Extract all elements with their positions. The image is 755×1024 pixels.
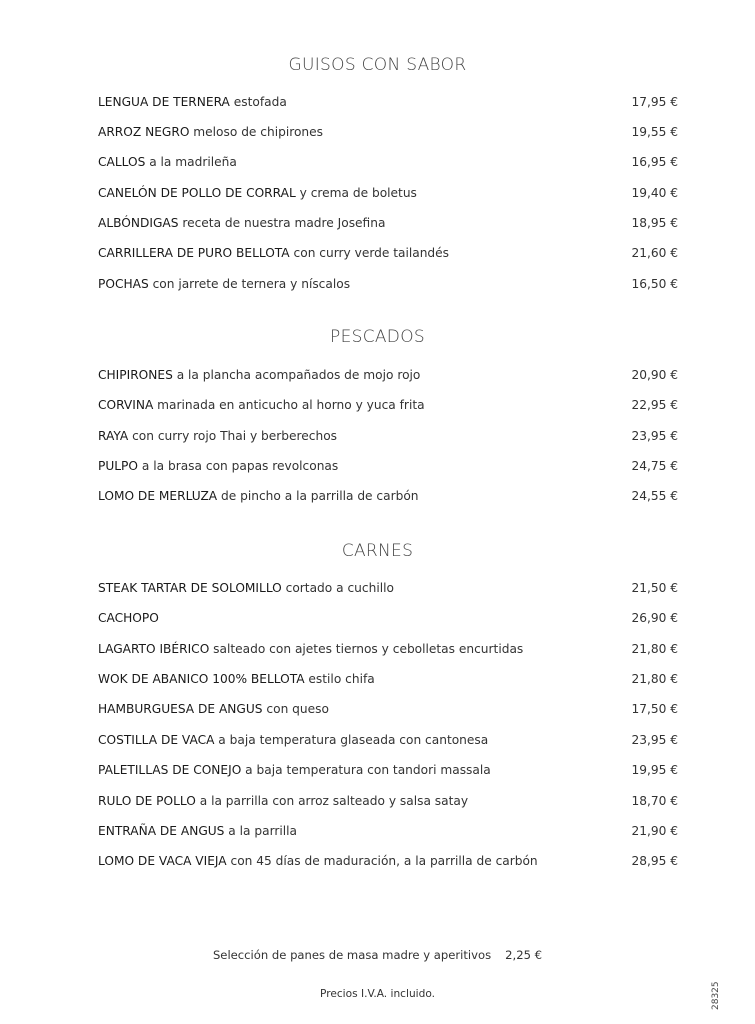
item-desc: con 45 días de maduración, a la parrilla de carbón <box>226 854 538 868</box>
item-name: LOMO DE VACA VIEJA <box>98 854 227 868</box>
item-desc: receta de nuestra madre Josefina <box>178 216 386 230</box>
item-desc: a baja temperatura con tandori massala <box>241 763 491 777</box>
item-price: 21,80 € <box>631 642 678 656</box>
item-name: WOK DE ABANICO 100% BELLOTA <box>98 672 305 686</box>
item-name: ENTRAÑA DE ANGUS <box>98 824 225 838</box>
item-price: 19,55 € <box>631 125 678 139</box>
item-desc: marinada en anticucho al horno y yuca frita <box>153 398 425 412</box>
menu-item <box>98 733 678 751</box>
bread-text: Selección de panes de masa madre y aperitivos <box>212 948 492 962</box>
item-price: 17,95 € <box>631 95 678 109</box>
item-desc: meloso de chipirones <box>189 125 324 139</box>
menu-item <box>98 186 678 204</box>
vat-note: Precios I.V.A. incluido. <box>320 988 435 1000</box>
menu-item <box>98 794 678 812</box>
item-price: 18,95 € <box>631 216 678 230</box>
menu-item <box>98 398 678 416</box>
section-title-pescados: PESCADOS <box>330 327 425 347</box>
reference-code: 28325 <box>711 981 721 1010</box>
item-price: 23,95 € <box>631 733 678 747</box>
menu-item <box>98 642 678 660</box>
menu-item <box>98 824 678 842</box>
section-title-guisos: GUISOS CON SABOR <box>288 55 467 75</box>
item-desc: estofada <box>229 95 287 109</box>
bread-price: 2,25 € <box>505 948 543 962</box>
item-name: ALBÓNDIGAS <box>98 216 179 230</box>
item-price: 21,50 € <box>631 581 678 595</box>
item-price: 16,95 € <box>631 155 678 169</box>
menu-item <box>98 95 678 113</box>
menu-item <box>98 125 678 143</box>
item-name: POCHAS <box>98 277 149 291</box>
menu-item <box>98 581 678 599</box>
item-desc: cortado a cuchillo <box>281 581 394 595</box>
item-desc: con queso <box>262 702 329 716</box>
item-price: 21,80 € <box>631 672 678 686</box>
menu-item <box>98 429 678 447</box>
item-price: 24,75 € <box>631 459 678 473</box>
bread-note <box>0 948 755 962</box>
item-price: 18,70 € <box>631 794 678 808</box>
item-name: HAMBURGUESA DE ANGUS <box>98 702 263 716</box>
item-desc: a la parrilla <box>224 824 298 838</box>
item-name: RULO DE POLLO <box>98 794 196 808</box>
item-name: RAYA <box>98 429 129 443</box>
item-name: PALETILLAS DE CONEJO <box>98 763 242 777</box>
item-price: 16,50 € <box>631 277 678 291</box>
item-desc: a la parrilla con arroz salteado y salsa satay <box>195 794 469 808</box>
item-name: LAGARTO IBÉRICO <box>98 642 210 656</box>
item-price: 21,90 € <box>631 824 678 838</box>
item-price: 19,95 € <box>631 763 678 777</box>
item-price: 17,50 € <box>631 702 678 716</box>
item-name: CHIPIRONES <box>98 368 173 382</box>
item-desc: salteado con ajetes tiernos y cebolletas encurtidas <box>209 642 524 656</box>
item-price: 23,95 € <box>631 429 678 443</box>
menu-item <box>98 702 678 720</box>
item-name: LENGUA DE TERNERA <box>98 95 230 109</box>
item-name: COSTILLA DE VACA <box>98 733 215 747</box>
item-desc: con jarrete de ternera y níscalos <box>148 277 351 291</box>
item-name: PULPO <box>98 459 139 473</box>
item-desc: y crema de boletus <box>295 186 417 200</box>
item-price: 20,90 € <box>631 368 678 382</box>
menu-item <box>98 216 678 234</box>
item-name: ARROZ NEGRO <box>98 125 190 139</box>
item-desc: con curry rojo Thai y berberechos <box>128 429 338 443</box>
item-price: 28,95 € <box>631 854 678 868</box>
section-title-carnes: CARNES <box>341 541 414 561</box>
item-price: 22,95 € <box>631 398 678 412</box>
item-price: 24,55 € <box>631 489 678 503</box>
item-price: 26,90 € <box>631 611 678 625</box>
item-name: CALLOS <box>98 155 146 169</box>
item-name: STEAK TARTAR DE SOLOMILLO <box>98 581 282 595</box>
menu-item <box>98 277 678 295</box>
item-name: CARRILLERA DE PURO BELLOTA <box>98 246 290 260</box>
item-desc: a baja temperatura glaseada con cantonesa <box>214 733 489 747</box>
item-name: CACHOPO <box>98 611 159 625</box>
item-price: 21,60 € <box>631 246 678 260</box>
item-name: CORVINA <box>98 398 154 412</box>
menu-item <box>98 672 678 690</box>
menu-item <box>98 368 678 386</box>
item-price: 19,40 € <box>631 186 678 200</box>
item-name: CANELÓN DE POLLO DE CORRAL <box>98 186 296 200</box>
item-desc: estilo chifa <box>304 672 375 686</box>
item-desc: a la madrileña <box>145 155 237 169</box>
item-desc: con curry verde tailandés <box>289 246 450 260</box>
item-desc: de pincho a la parrilla de carbón <box>217 489 419 503</box>
item-desc: a la brasa con papas revolconas <box>138 459 339 473</box>
menu-item <box>98 459 678 477</box>
menu-item <box>98 246 678 264</box>
menu-item <box>98 854 678 872</box>
menu-item <box>98 155 678 173</box>
menu-item <box>98 611 678 629</box>
item-desc: a la plancha acompañados de mojo rojo <box>172 368 421 382</box>
menu-item <box>98 763 678 781</box>
menu-item <box>98 489 678 507</box>
item-name: LOMO DE MERLUZA <box>98 489 218 503</box>
